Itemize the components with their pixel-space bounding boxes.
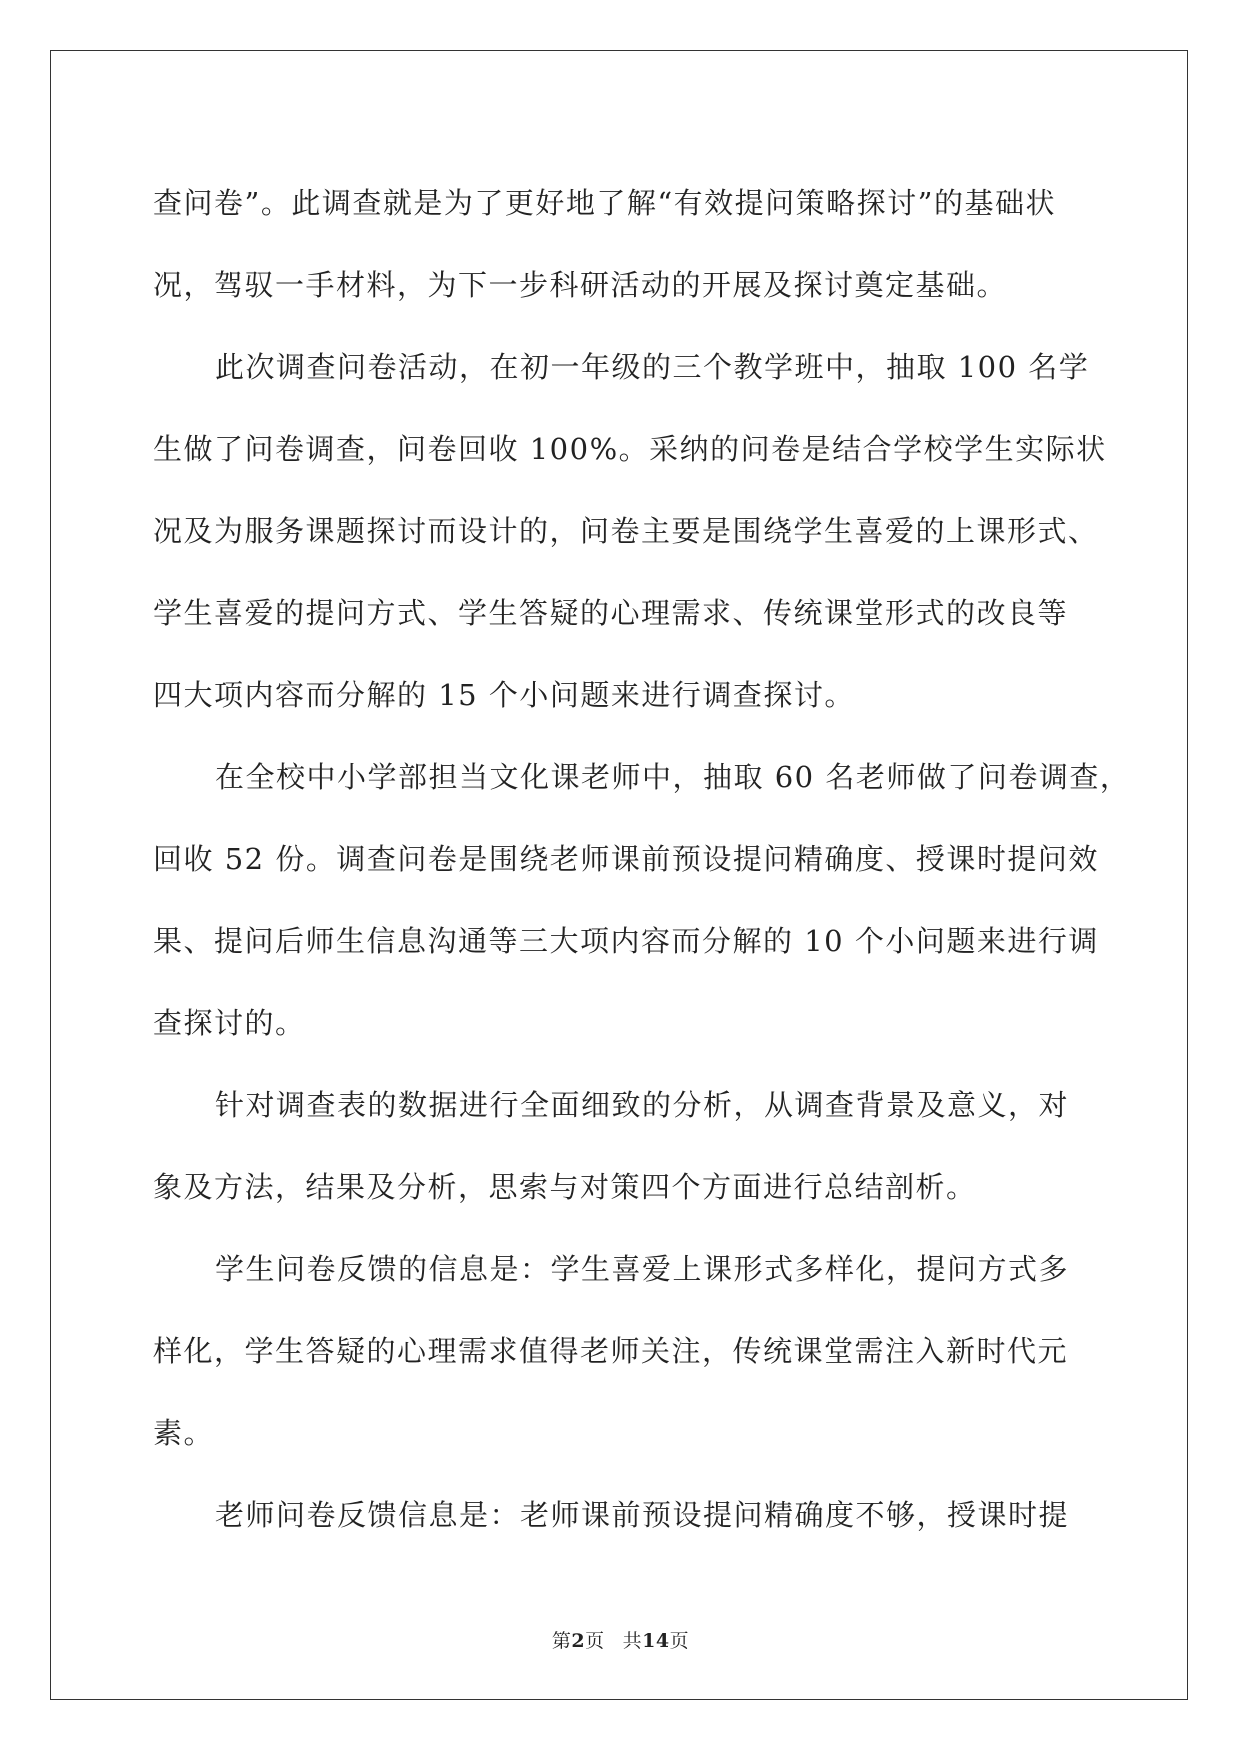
text-line: 老师问卷反馈信息是：老师课前预设提问精确度不够，授课时提: [215, 1498, 1070, 1532]
text-line: 生做了问卷调查，问卷回收 100%。采纳的问卷是结合学校学生实际状: [153, 432, 1107, 466]
footer-total-pages: 14: [642, 1630, 670, 1652]
text-line: 况，驾驭一手材料，为下一步科研活动的开展及探讨奠定基础。: [153, 268, 1008, 302]
text-line: 况及为服务课题探讨而设计的，问卷主要是围绕学生喜爱的上课形式、: [153, 514, 1099, 548]
text-line: 象及方法，结果及分析，思索与对策四个方面进行总结剖析。: [153, 1170, 977, 1204]
text-line: 素。: [153, 1416, 215, 1450]
text-line: 针对调查表的数据进行全面细致的分析，从调查背景及意义，对: [215, 1088, 1070, 1122]
text-line: 查探讨的。: [153, 1006, 306, 1040]
text-line: 样化，学生答疑的心理需求值得老师关注，传统课堂需注入新时代元: [153, 1334, 1069, 1368]
footer-page-prefix: 第: [551, 1630, 572, 1652]
text-line: 查问卷”。此调查就是为了更好地了解“有效提问策略探讨”的基础状: [153, 186, 1056, 220]
text-line: 回收 52 份。调查问卷是围绕老师课前预设提问精确度、授课时提问效: [153, 842, 1099, 876]
text-line: 果、提问后师生信息沟通等三大项内容而分解的 10 个小问题来进行调: [153, 924, 1099, 958]
text-line: 此次调查问卷活动，在初一年级的三个教学班中，抽取 100 名学: [215, 350, 1090, 384]
footer-total-prefix: 共: [622, 1630, 643, 1652]
footer-page-suffix: 页: [585, 1630, 605, 1652]
text-line: 在全校中小学部担当文化课老师中，抽取 60 名老师做了问卷调查，: [215, 760, 1131, 794]
text-line: 学生喜爱的提问方式、学生答疑的心理需求、传统课堂形式的改良等: [153, 596, 1069, 630]
document-body: [153, 162, 1131, 1556]
footer-total-suffix: 页: [669, 1630, 690, 1652]
page-footer: [0, 1626, 1241, 1653]
text-line: 四大项内容而分解的 15 个小问题来进行调查探讨。: [153, 678, 855, 712]
footer-page-number: 2: [571, 1630, 586, 1652]
text-line: 学生问卷反馈的信息是：学生喜爱上课形式多样化，提问方式多: [215, 1252, 1070, 1286]
